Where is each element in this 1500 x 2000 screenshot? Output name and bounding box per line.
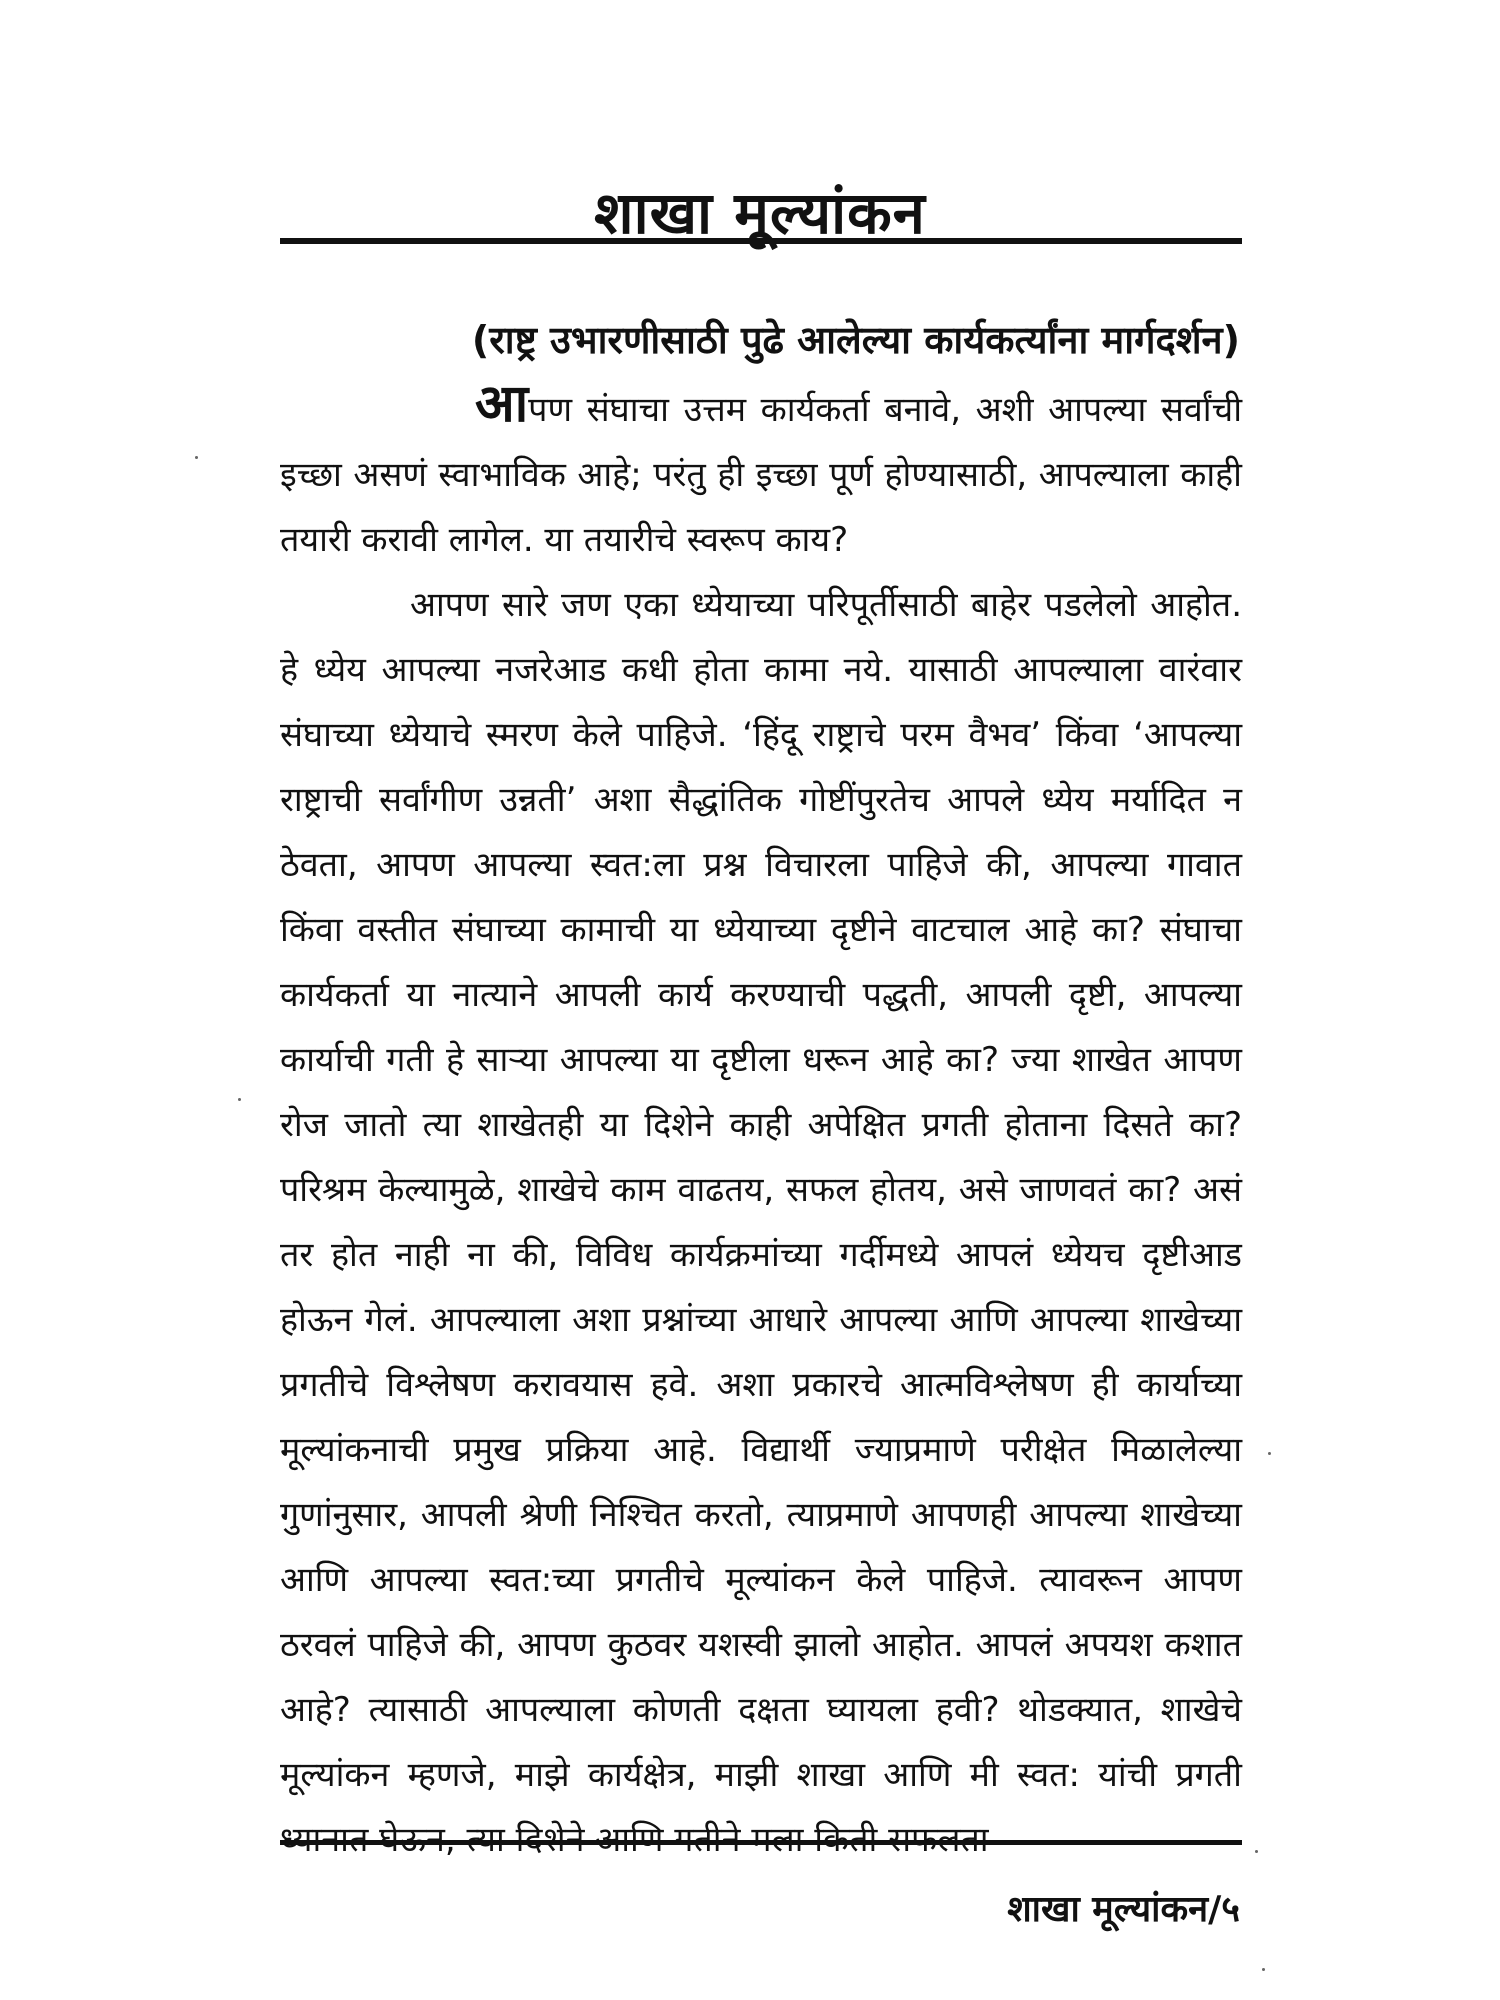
paragraph-2: आपण सारे जण एका ध्येयाच्या परिपूर्तीसाठी बाहेर पडलेलो आहोत. हे ध्येय आपल्या नजरेआड कधी होता कामा नये. यासाठी आपल्याला वारंवार संघाच्या ध्येयाचे स्मरण केले पाहिजे. ‘हिंदू राष्ट्राचे परम वैभव’ किंवा ‘आपल्या राष्ट्राची सर्वांगीण उन्नती’ अशा सैद्धांतिक गोष्टींपुरतेच आपले ध्येय मर्यादित न ठेवता, आपण आपल्या स्वत:ला प्रश्न विचारला पाहिजे की, आपल्या गावात किंवा वस्तीत संघाच्या कामाची या ध्येयाच्या दृष्टीने वाटचाल आहे का? संघाचा कार्यकर्ता या नात्याने आपली कार्य करण्याची पद्धती, आपली दृष्टी, आपल्या कार्याची गती हे साऱ्या आपल्या या दृष्टीला धरून आहे का? ज्या शाखेत आपण रोज जातो त्या शाखेतही या दिशेने काही अपेक्षित प्रगती होताना दिसते का? परिश्रम केल्यामुळे, शाखेचे काम वाढतय, सफल होतय, असे जाणवतं का? असं तर होत नाही ना की, विविध कार्यक्रमांच्या गर्दीमध्ये आपलं ध्येयच दृष्टीआड होऊन गेलं. आपल्याला अशा प्रश्नांच्या आधारे आपल्या आणि आपल्या शाखेच्या प्रगतीचे विश्लेषण करावयास हवे. अशा प्रकारचे आत्मविश्लेषण ही कार्याच्या मूल्यांकनाची प्रमुख प्रक्रिया आहे. विद्यार्थी ज्याप्रमाणे परीक्षेत मिळालेल्या गुणांनुसार, आपली श्रेणी निश्चित करतो, त्याप्रमाणे आपणही आपल्या शाखेच्या आणि आपल्या स्वत:च्या प्रगतीचे मूल्यांकन केले पाहिजे. त्यावरून आपण ठरवलं पाहिजे की, आपण कुठवर यशस्वी झालो आहोत. आपलं अपयश कशात आहे? त्यासाठी आपल्याला कोणती दक्षता घ्यायला हवी? थोडक्यात, शाखेचे मूल्यांकन म्हणजे, माझे कार्यक्षेत्र, माझी शाखा आणि मी स्वत: यांची प्रगती ध्यानात घेऊन, त्या दिशेने आणि गतीने मला किती सफलता xyxy=(280,585,1242,1860)
scan-speck xyxy=(1255,1850,1258,1853)
running-footer: शाखा मूल्यांकन/५ xyxy=(1007,1889,1240,1930)
body-text xyxy=(280,374,1242,1873)
page-title: शाखा मूल्यांकन xyxy=(594,179,926,247)
title-rule xyxy=(280,238,1242,244)
drop-cap: आ xyxy=(475,374,529,434)
page-subtitle: (राष्ट्र उभारणीसाठी पुढे आलेल्या कार्यकर्त्यांना मार्गदर्शन) xyxy=(471,318,1240,362)
paragraph-1 xyxy=(280,374,1242,573)
scan-speck xyxy=(1262,1968,1265,1971)
scan-speck xyxy=(1268,1452,1271,1455)
footer-rule xyxy=(280,1840,1242,1845)
paragraph-1-text: पण संघाचा उत्तम कार्यकर्ता बनावे, अशी आपल्या सर्वांची इच्छा असणं स्वाभाविक आहे; परंतु ही इच्छा पूर्ण होण्यासाठी, आपल्याला काही तयारी करावी लागेल. या तयारीचे स्वरूप काय? xyxy=(280,390,1242,560)
scan-speck xyxy=(195,456,198,459)
scan-speck xyxy=(238,1098,241,1101)
